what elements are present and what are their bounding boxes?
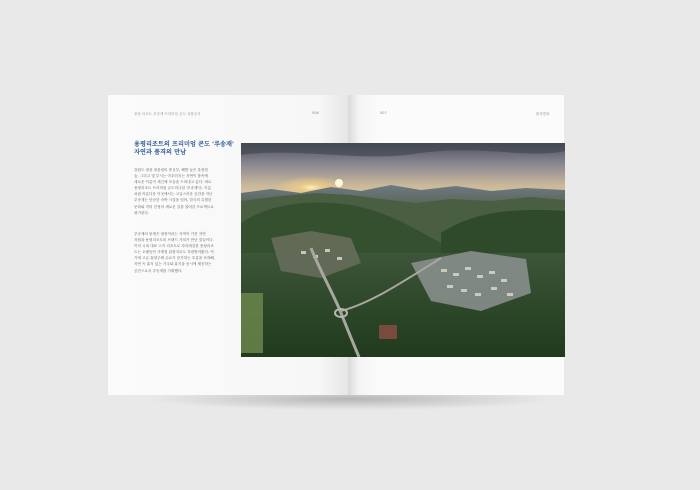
right-running-head: 환경변화 [536, 112, 550, 116]
left-running-head: 용평 리조트 루송재 프리미엄 콘도 상품공식 [134, 112, 201, 116]
book-spread [108, 95, 564, 395]
text-line: 강원도 평창 대관령의 중심부, 해발 높은 울창한 [134, 168, 208, 172]
text-line: 평가된다. [134, 210, 150, 215]
text-line: 트는 오랫동안 사계절 관광지로도 각광받아왔다. 여 [134, 250, 214, 255]
aerial-photo [241, 143, 565, 357]
text-line: 루송재는 단순한 숙박 시설을 넘어, 한국의 특별한 [134, 198, 212, 203]
title-line: 용평리조트의 프리미엄 콘도 '루송재' [134, 141, 234, 148]
text-line: 새로운 이름이 새긴채 모습을 드러내고 있다. 바로 [134, 180, 212, 185]
text-line: 문화와 격의 진정의 새로운 길을 열어갈 프로젝트로 [134, 204, 214, 209]
hotel-building [379, 325, 397, 339]
text-line: 자원과 용평리조트의 브랜드 가치가 만난 결실이다. [134, 238, 214, 243]
text-line: 기에 고급 휴양주택 수요가 증가하는 흐름을 포착해, [134, 256, 215, 261]
paragraph-2 [134, 231, 242, 274]
text-line: 숲, 그리고 빛 부시는 아우러지는 자연이 품속에 [134, 174, 208, 179]
text-line: 이미 국내 대표 스키 리조트로 자리매김한 용평리조 [134, 244, 214, 249]
text-line: 자연 속 휴식 있는 가주와 휴식을 동시에 제공하는 [134, 262, 212, 267]
left-page-number: 006 [312, 111, 319, 115]
text-line: 공간으로서 루송재를 기획했다. [134, 268, 183, 273]
article-title [134, 141, 244, 158]
text-line: 루송재의 탄생은 평창이라는 지역이 가진 자연 [134, 232, 206, 236]
right-page-number: 007 [380, 111, 387, 115]
paragraph-1 [134, 167, 242, 216]
field [241, 293, 263, 353]
text-line: 용평리조트 프리미엄 콘도미니엄 '루송재'다. 이름 [134, 186, 212, 191]
title-line: 자연과 품격의 만남 [134, 149, 187, 157]
text-line: 처럼 아름다운 이곳에서는 고급스러운 공간을 지닌 [134, 192, 213, 197]
sun [335, 179, 343, 187]
